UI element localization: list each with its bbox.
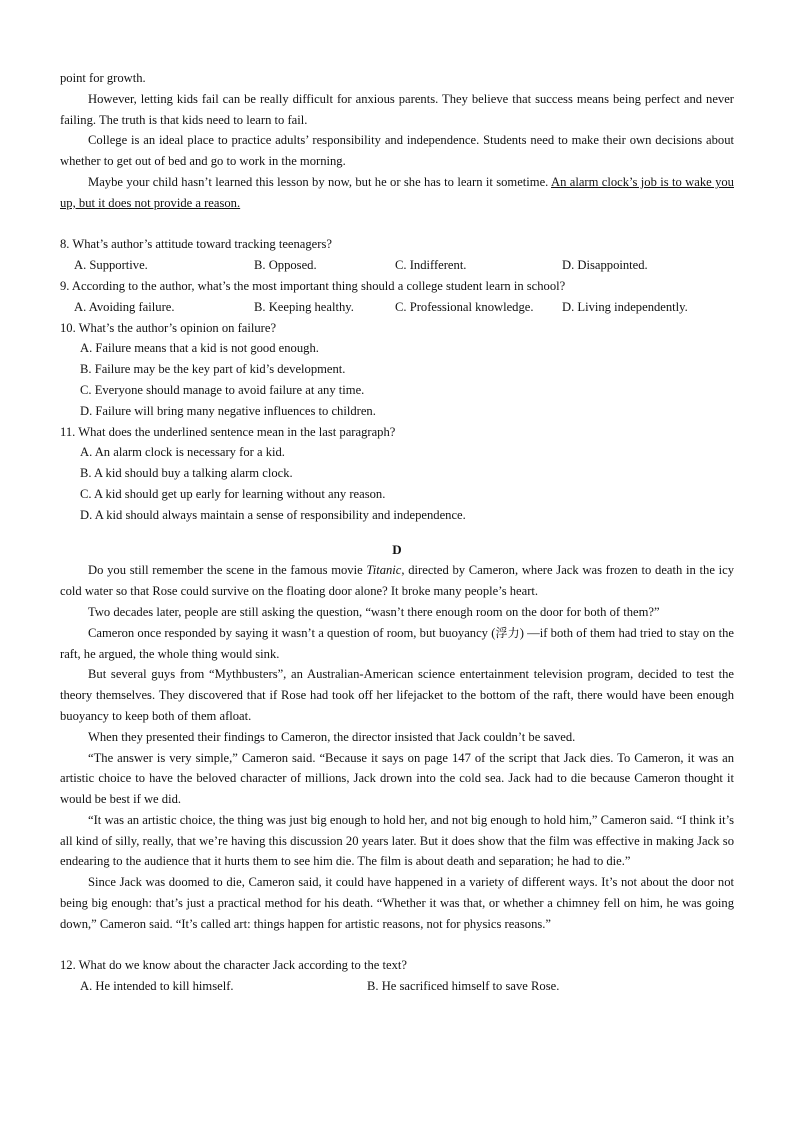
spacer	[60, 526, 734, 540]
passage-d-paragraph: Since Jack was doomed to die, Cameron said, it could have happened in a variety of different ways. It’s not about the door not being big enough: that’s just a practical method for his death. “Whether it was that, or whether a chimney fell on him, he was going down,” Cameron said. “It’s called art: things happen for artistic reasons, not for physics reasons.”	[60, 875, 734, 931]
passage-c-paragraph: point for growth.	[60, 71, 146, 85]
option-d: D. A kid should always maintain a sense of responsibility and independence.	[80, 507, 466, 522]
question-9-stem: 9. According to the author, what’s the most important thing should a college student learn in school?	[60, 278, 566, 293]
option-a: A. Avoiding failure.	[74, 299, 175, 314]
option-c: C. A kid should get up early for learning without any reason.	[80, 486, 386, 501]
option-a: A. Failure means that a kid is not good enough.	[80, 341, 319, 356]
paragraph-text: , directed by Cameron, where Jack was frozen to death in the icy cold water so that Rose could survive on the floating door alone? It broke many people’s heart.	[60, 563, 735, 599]
option-b: B. Keeping healthy.	[254, 299, 354, 314]
passage-d-paragraph: “It was an artistic choice, the thing was just big enough to hold her, and not big enough to hold him,” Cameron said. “I think it’s all kind of silly, really, that we’re having this discussion 20 years later. But it does show that the film was effective in making Jack so endearing to the audience that it hurts them to see him die. The film is about death and separation; he had to die.”	[60, 812, 734, 869]
option-c: C. Indifferent.	[395, 258, 467, 273]
chinese-gloss: 浮力	[495, 625, 520, 640]
option-b: B. Opposed.	[254, 258, 317, 273]
question-10-stem: 10. What’s the author’s opinion on failure?	[60, 320, 277, 335]
section-d-title: D	[392, 541, 402, 557]
passage-d-paragraph	[60, 560, 734, 602]
question-12-stem: 12. What do we know about the character Jack according to the text?	[60, 958, 408, 973]
passage-c-paragraph: However, letting kids fail can be really difficult for anxious parents. They believe that success means being perfect and never failing. The truth is that kids need to learn to fail.	[60, 91, 734, 127]
option-d: D. Failure will bring many negative influences to children.	[80, 403, 376, 418]
question-12-options	[60, 976, 734, 997]
option-d: D. Living independently.	[562, 299, 688, 314]
underlined-sentence: An alarm clock’s job is to wake you up, but it does not provide a reason.	[60, 174, 734, 210]
question-8-options	[60, 255, 734, 276]
option-c: C. Everyone should manage to avoid failure at any time.	[80, 382, 365, 397]
option-a: A. He intended to kill himself.	[80, 979, 234, 994]
movie-title: Titanic	[366, 563, 402, 578]
passage-d-paragraph: When they presented their findings to Cameron, the director insisted that Jack couldn’t be saved.	[88, 729, 576, 744]
option-a: A. An alarm clock is necessary for a kid.	[80, 445, 285, 460]
paragraph-text: Do you still remember the scene in the famous movie	[88, 563, 367, 578]
paragraph-text: ) —if both of them had tried to stay on the raft, he argued, the whole thing would sink.	[60, 625, 734, 661]
option-d: D. Disappointed.	[562, 258, 648, 273]
passage-c-paragraph: College is an ideal place to practice adults’ responsibility and independence. Students need to make their own decisions about whether to get out of bed and go to work in the morning.	[60, 133, 734, 169]
passage-d-paragraph: “The answer is very simple,” Cameron said. “Because it says on page 147 of the script that Jack dies. To Cameron, it was an artistic choice to have the beloved character of millions, Jack drown into the cold sea. Jack had to die because Cameron thought it would be best if we did.	[60, 750, 734, 807]
passage-c-paragraph	[60, 172, 734, 214]
passage-d-paragraph	[60, 623, 734, 665]
question-8-stem: 8. What’s author’s attitude toward tracking teenagers?	[60, 237, 332, 252]
option-c: C. Professional knowledge.	[395, 299, 534, 314]
paragraph-text: Maybe your child hasn’t learned this lesson by now, but he or she has to learn it sometime.	[88, 174, 551, 189]
paragraph-text: Cameron once responded by saying it wasn’t a question of room, but buoyancy (	[88, 625, 496, 640]
option-b: B. Failure may be the key part of kid’s development.	[80, 362, 346, 377]
question-11-stem: 11. What does the underlined sentence mean in the last paragraph?	[60, 424, 396, 439]
option-b: B. He sacrificed himself to save Rose.	[367, 979, 560, 994]
exam-page	[60, 68, 734, 997]
spacer	[60, 935, 734, 956]
option-a: A. Supportive.	[74, 258, 148, 273]
spacer	[60, 214, 734, 235]
passage-d-paragraph: Two decades later, people are still asking the question, “wasn’t there enough room on the door for both of them?”	[88, 604, 660, 619]
option-b: B. A kid should buy a talking alarm clock.	[80, 466, 293, 481]
question-9-options	[60, 297, 734, 318]
passage-d-paragraph: But several guys from “Mythbusters”, an Australian-American science entertainment television program, decided to test the theory themselves. They discovered that if Rose had took off her lifejacket to the bottom of the raft, there would have been enough buoyancy to keep both of them afloat.	[60, 667, 734, 723]
